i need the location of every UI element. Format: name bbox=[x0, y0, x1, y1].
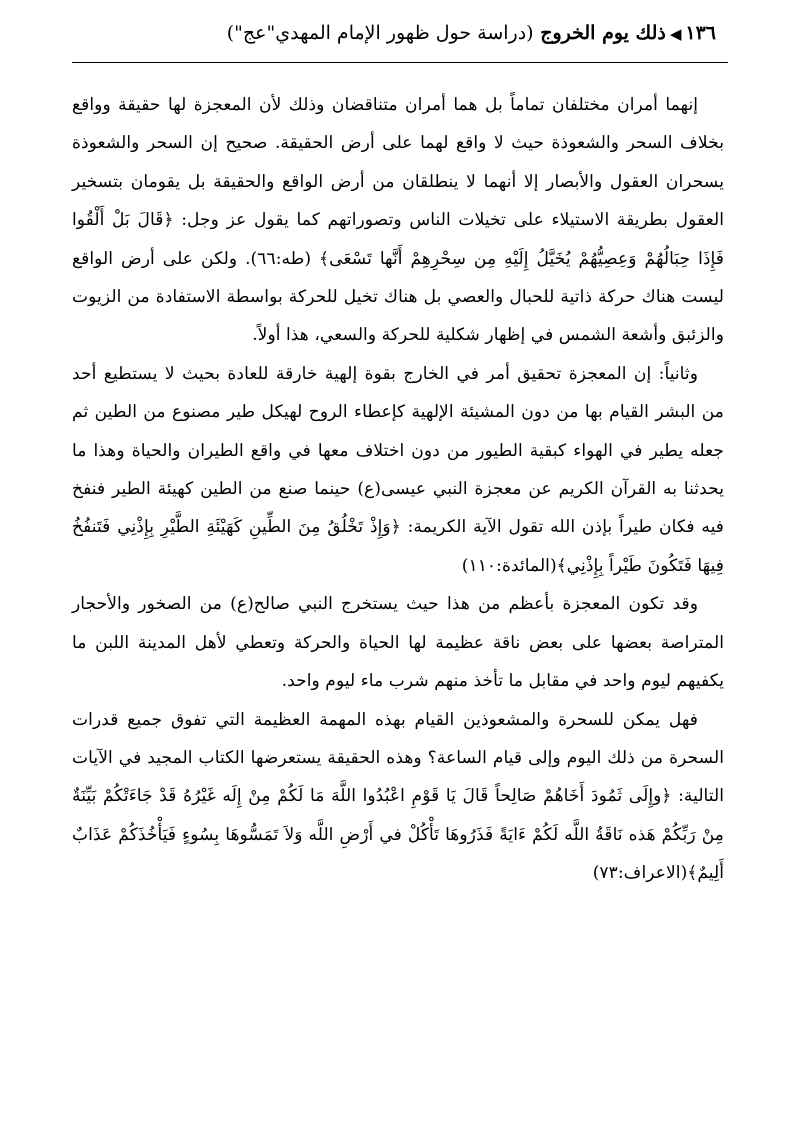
paragraph-1: إنهما أمران مختلفان تماماً بل هما أمران متناقضان وذلك لأن المعجزة لها حقيقة وواقع بخلاف السحر والشعوذة حيث لا واقع لهما على أرض الحقيقة. صحيح إن السحر والشعوذة يسحران العقول والأبصار إلا أنهما لا ينطلقان من أرض الواقع والحقيقة بل يقومان بتسخير العقول بطريقة الاستيلاء على تخيلات الناس وتصوراتهم كما يقول عز وجل: ﴿قَالَ بَلْ أَلْقُوا فَإِذَا حِبَالُهُمْ وَعِصِيُّهُمْ يُخَيَّلُ إِلَيْهِ مِن سِحْرِهِمْ أَنَّها تَسْعَى﴾ (طه:٦٦). ولكن على أرض الواقع ليست هناك حركة ذاتية للحبال والعصي بل هناك تخيل للحركة بواسطة الاستفادة من الزيوت والزئبق وأشعة الشمس في إظهار شكلية للحركة والسعي، هذا أولاً. bbox=[72, 95, 724, 346]
book-title: ذلك يوم الخروج bbox=[540, 22, 666, 44]
paragraph-2: وثانياً: إن المعجزة تحقيق أمر في الخارج بقوة إلهية خارقة للعادة بحيث لا يستطيع أحد من البشر القيام بها من دون المشيئة الإلهية كإعطاء الروح لهيكل طير مصنوع من الطين ثم جعله يطير في الهواء كبقية الطيور من دون اختلاف معها في واقع الطيران والحياة وهذا ما يحدثنا به القرآن الكريم عن معجزة النبي عيسى(ع) حينما صنع من الطين كهيئة الطير فنفخ فيه فكان طيراً بإذن الله تقول الآية الكريمة: ﴿وَإِذْ تَخْلُقُ مِنَ الطِّينِ كَهَيْئَةِ الطَّيْرِ بِإِذْنِي فَتَنفُخُ فِيهَا فَتَكُونَ طَيْراً بِإِذْنِي﴾(المائدة:١١٠) bbox=[72, 363, 724, 576]
book-subtitle: (دراسة حول ظهور الإمام المهدي"عج") bbox=[226, 22, 534, 44]
header-divider bbox=[72, 62, 728, 63]
paragraph-4: فهل يمكن للسحرة والمشعوذين القيام بهذه المهمة العظيمة التي تفوق جميع قدرات السحرة من ذلك اليوم وإلى قيام الساعة؟ وهذه الحقيقة يستعرضها الكتاب المجيد في الآيات التالية: ﴿وإِلَى ثَمُودَ أَخَاهُمْ صَالِحاً قَالَ يَا قَوْمِ اعْبُدُوا اللَّهَ مَا لَكُمْ مِنْ إِلَه غَيْرُهُ قَدْ جَاءَتْكُمْ بَيِّنَةٌ مِنْ رَبِّكُمْ هَذه نَاقَةُ اللَّه لَكُمْ ءَايَةً فَذَرُوهَا تَأْكُلْ في أَرْضِ اللَّه وَلاَ تَمَسُّوهَا بِسُوءٍ فَيَأْخُذَكُمْ عَذَابٌ أَلِيمٌ﴾(الاعراف:٧٣) bbox=[72, 709, 724, 884]
page-number: ١٣٦ bbox=[685, 22, 716, 44]
paragraph-3: وقد تكون المعجزة بأعظم من هذا حيث يستخرج النبي صالح(ع) من الصخور والأحجار المتراصة بعضها على بعض ناقة عظيمة لها الحياة والحركة وتعطي لأهل المدينة اللبن ما يكفيهم ليوم واحد في مقابل ما تأخذ منهم شرب ماء ليوم واحد. bbox=[72, 594, 724, 692]
running-header bbox=[226, 22, 716, 44]
body-text bbox=[72, 86, 724, 893]
left-arrow-icon: ◀ bbox=[669, 25, 682, 43]
